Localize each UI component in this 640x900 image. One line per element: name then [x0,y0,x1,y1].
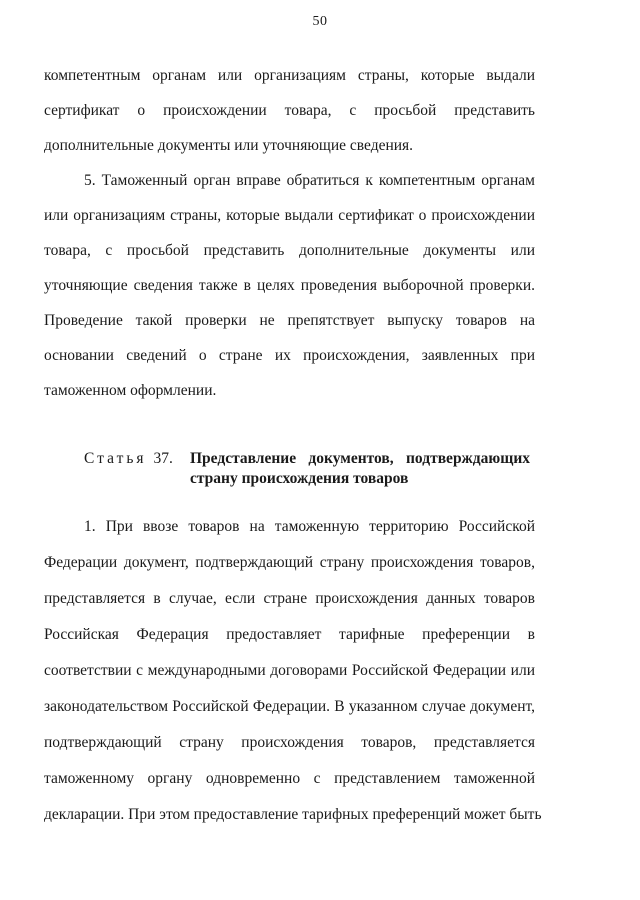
text-line: 5. Таможенный орган вправе обратиться к компетентным органам [84,172,535,189]
text-line: 1. При ввозе товаров на таможенную территорию Российской [84,518,535,535]
text-line: товара, с просьбой представить дополнительные документы или [44,242,535,259]
text-line: таможенном оформлении. [44,382,217,399]
text-line: основании сведений о стране их происхождения, заявленных при [44,347,535,364]
page-number: 50 [312,14,328,29]
article-label [84,449,173,469]
text-line: соответствии с международными договорами Российской Федерации или [44,662,535,679]
text-line: Проведение такой проверки не препятствует выпуску товаров на [44,312,535,329]
text-line: Российская Федерация предоставляет тарифные преференции в [44,626,535,643]
article-number: 37. [153,450,173,467]
text-line: декларации. При этом предоставление тарифных преференций может быть [44,806,542,823]
article-word: Статья [84,450,147,467]
text-line: представляется в случае, если стране происхождения данных товаров [44,590,535,607]
text-line: законодательством Российской Федерации. В указанном случае документ, [44,698,535,715]
article-title-line: Представление документов, подтверждающих [190,450,530,467]
text-line: уточняющие сведения также в целях проведения выборочной проверки. [44,277,535,294]
text-line: сертификат о происхождении товара, с просьбой представить [44,102,535,119]
text-line: таможенному органу одновременно с представлением таможенной [44,770,535,787]
text-line: компетентным органам или организациям страны, которые выдали [44,67,535,84]
text-line: дополнительные документы или уточняющие сведения. [44,137,414,154]
article-title-line: страну происхождения товаров [190,470,409,487]
text-line: подтверждающий страну происхождения товаров, представляется [44,734,535,751]
text-line: или организациям страны, которые выдали сертификат о происхождении [44,207,535,224]
text-line: Федерации документ, подтверждающий страну происхождения товаров, [44,554,535,571]
